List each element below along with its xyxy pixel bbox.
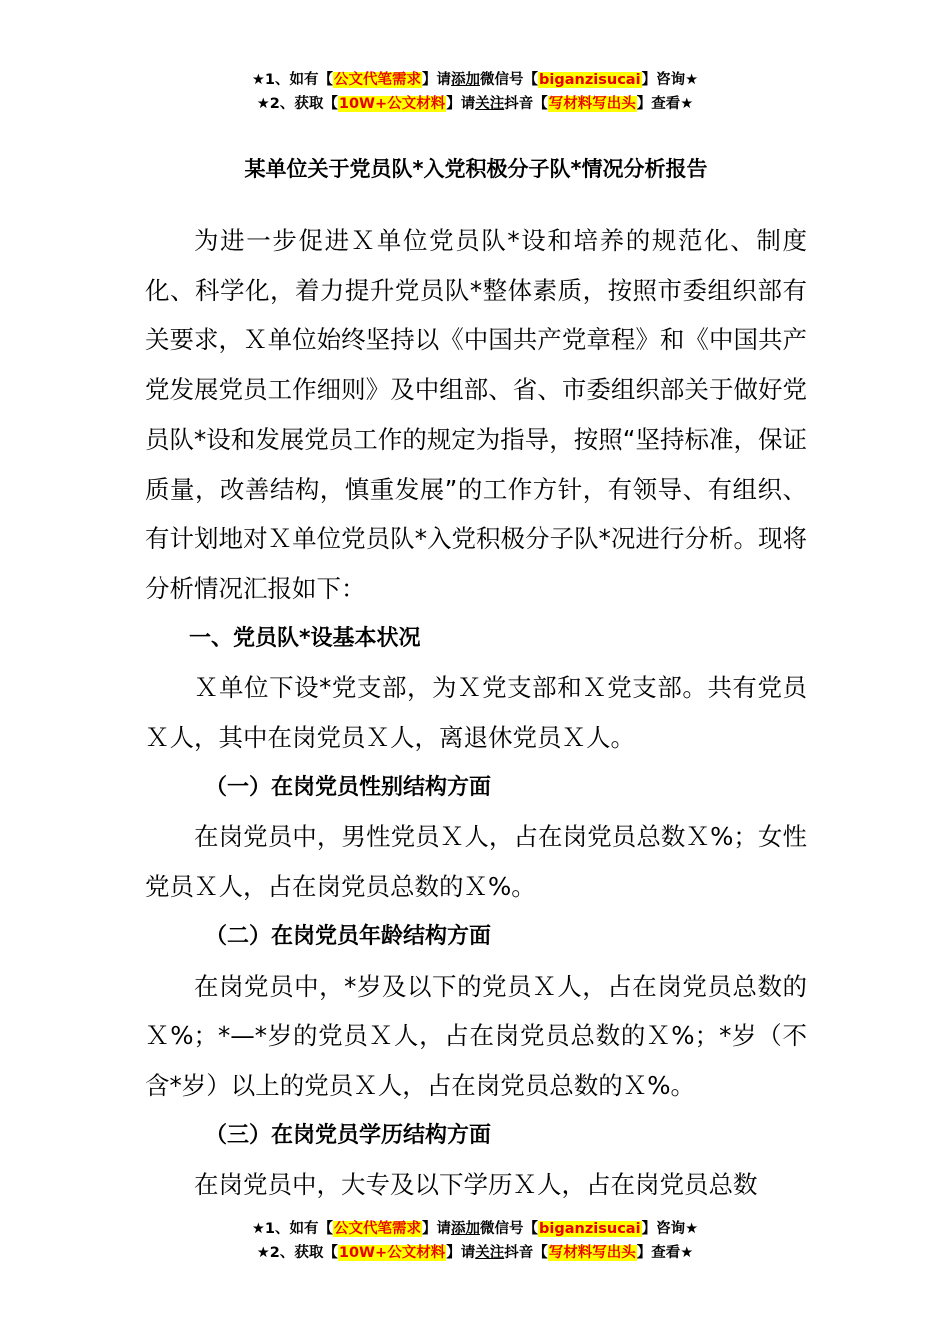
- banner-text: 】请: [422, 72, 452, 88]
- banner-line-2: [0, 1241, 950, 1265]
- banner-highlight: 公文代笔需求: [334, 72, 422, 88]
- banner-text: 抖音【: [504, 1245, 548, 1261]
- subsection-paragraph: 在岗党员中，*岁及以下的党员Ｘ人，占在岗党员总数的Ｘ%；*—*岁的党员Ｘ人，占在岗党员总数的Ｘ%；*岁（不含*岁）以上的党员Ｘ人，占在岗党员总数的Ｘ%。: [145, 971, 807, 1100]
- section-heading: 一、党员队*设基本状况: [189, 625, 421, 651]
- banner-line-1: [0, 1217, 950, 1241]
- subsection-heading: （一）在岗党员性别结构方面: [205, 774, 492, 800]
- subsection-heading: （三）在岗党员学历结构方面: [205, 1122, 492, 1148]
- banner-text: 】查看★: [636, 96, 694, 112]
- section-paragraph: Ｘ单位下设*党支部，为Ｘ党支部和Ｘ党支部。共有党员Ｘ人，其中在岗党员Ｘ人，离退休党员Ｘ人。: [145, 673, 807, 753]
- banner-text: 抖音【: [504, 96, 548, 112]
- banner-text: 微信号【: [480, 1221, 539, 1237]
- banner-highlight: 写材料写出头: [548, 96, 636, 112]
- banner-highlight: 写材料写出头: [548, 1245, 636, 1261]
- subsection-paragraph: 在岗党员中，男性党员Ｘ人，占在岗党员总数Ｘ%；女性党员Ｘ人，占在岗党员总数的Ｘ%。: [145, 822, 807, 902]
- banner-highlight: biganzisucai: [539, 1221, 641, 1237]
- banner-highlight: 10W+公文材料: [338, 1245, 446, 1261]
- document-title: 某单位关于党员队*入党积极分子队*情况分析报告: [244, 157, 708, 181]
- banner-line-1: [0, 68, 950, 92]
- footer-banner: [0, 1217, 950, 1265]
- banner-text: 】请: [446, 1245, 476, 1261]
- banner-text: ★2、获取【: [256, 1245, 338, 1261]
- banner-highlight: biganzisucai: [539, 72, 641, 88]
- subsection-paragraph: 在岗党员中，大专及以下学历Ｘ人，占在岗党员总数: [194, 1170, 758, 1200]
- banner-text: 】咨询★: [641, 1221, 699, 1237]
- banner-text: ★2、获取【: [256, 96, 338, 112]
- banner-underline: 关注: [475, 1245, 505, 1261]
- banner-highlight: 10W+公文材料: [338, 96, 446, 112]
- banner-line-2: [0, 92, 950, 116]
- intro-paragraph: 为进一步促进Ｘ单位党员队*设和培养的规范化、制度化、科学化，着力提升党员队*整体素质，按照市委组织部有关要求，Ｘ单位始终坚持以《中国共产党章程》和《中国共产党发展党员工作细则》及中组部、省、市委组织部关于做好党员队*设和发展党员工作的规定为指导，按照“坚持标准，保证质量，改善结构，慎重发展”的工作方针，有领导、有组织、有计划地对Ｘ单位党员队*入党积极分子队*况进行分析。现将分析情况汇报如下：: [145, 226, 807, 603]
- banner-underline: 关注: [475, 96, 505, 112]
- banner-text: 】咨询★: [641, 72, 699, 88]
- banner-underline: 添加: [451, 1221, 481, 1237]
- document-body: [145, 148, 807, 1210]
- header-banner: [0, 68, 950, 116]
- banner-text: 】请: [446, 96, 476, 112]
- subsection-heading: （二）在岗党员年龄结构方面: [205, 923, 492, 949]
- banner-text: 微信号【: [480, 72, 539, 88]
- banner-text: ★1、如有【: [251, 72, 334, 88]
- banner-text: 】查看★: [636, 1245, 694, 1261]
- banner-text: 】请: [422, 1221, 452, 1237]
- banner-underline: 添加: [451, 72, 481, 88]
- banner-highlight: 公文代笔需求: [334, 1221, 422, 1237]
- banner-text: ★1、如有【: [251, 1221, 334, 1237]
